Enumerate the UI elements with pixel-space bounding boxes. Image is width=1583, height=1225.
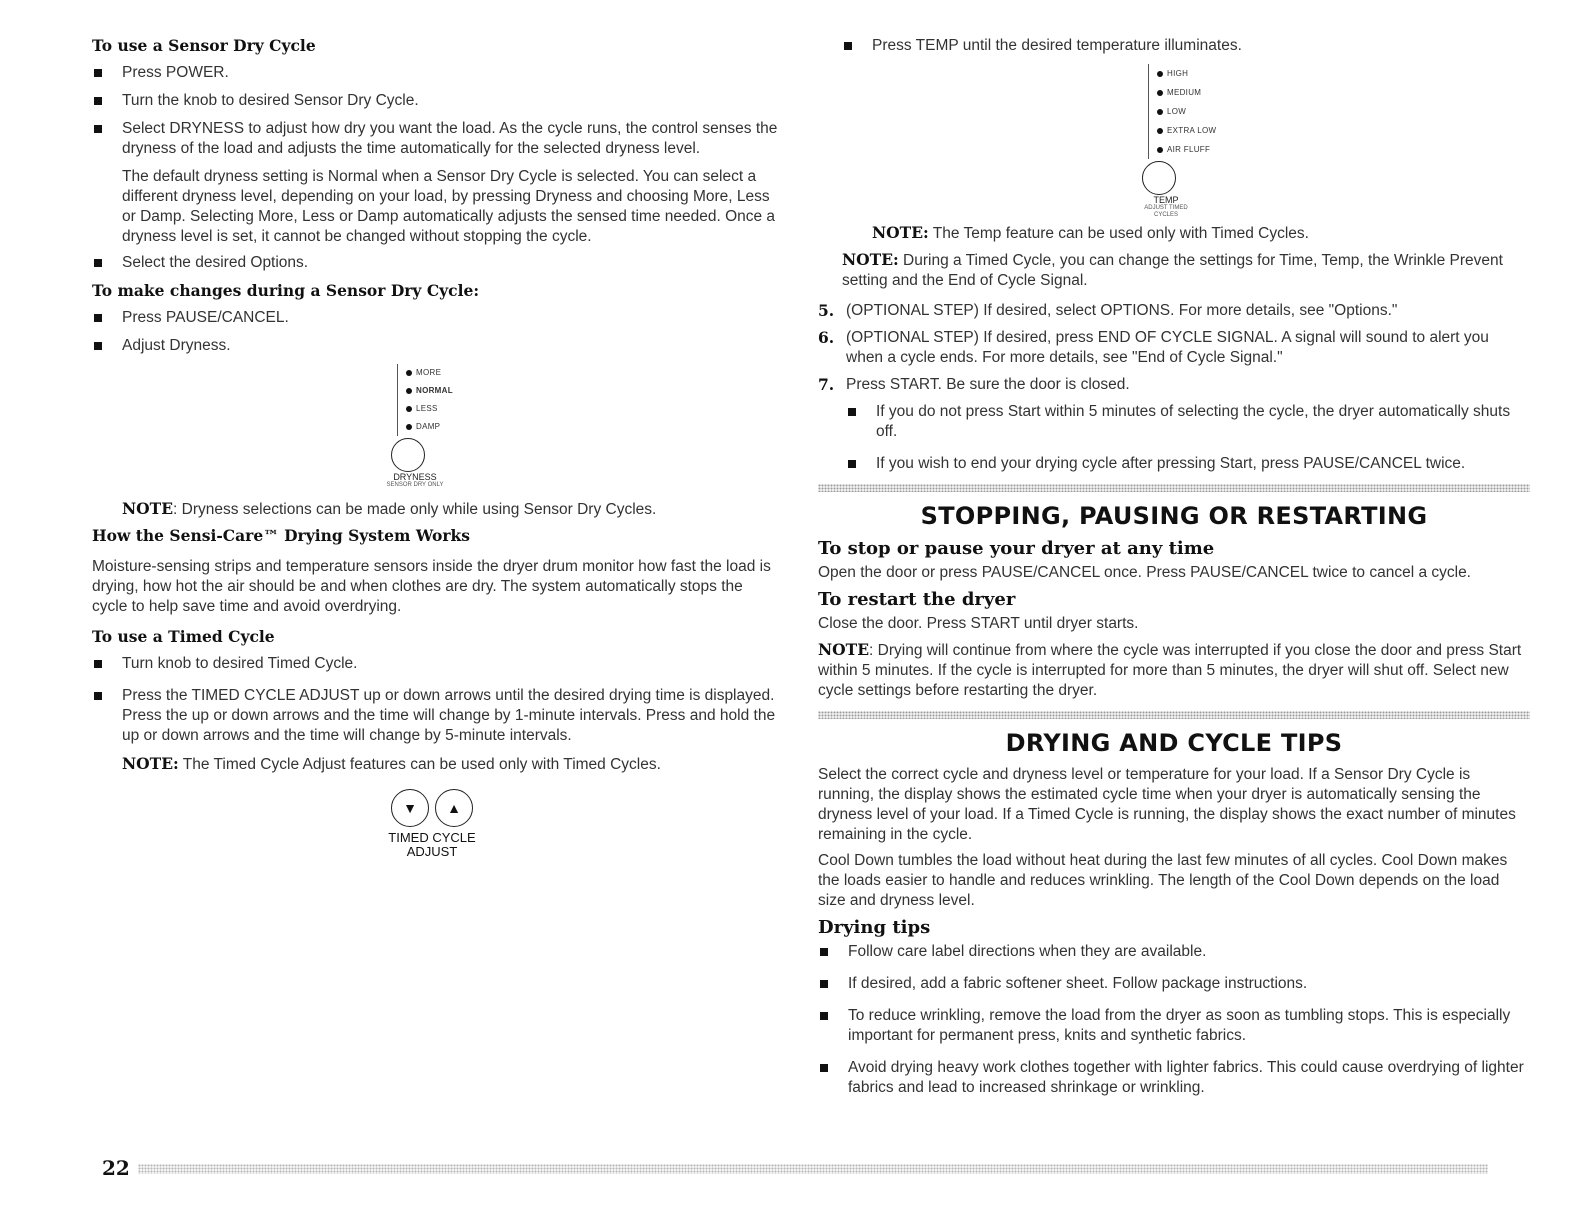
lamp-dot-icon xyxy=(1157,128,1163,134)
lamp-dot-icon xyxy=(1157,90,1163,96)
tips-paragraph-2: Cool Down tumbles the load without heat during the last few minutes of all cycles. Cool Down makes the loads easier to handle and reduces wrinkling. The length of the Cool Down depends on the load size and dryness level. xyxy=(818,852,1508,909)
dryness-knob-sublabel: SENSOR DRY ONLY xyxy=(386,482,444,488)
timed-cycle-label-line1: TIMED CYCLE xyxy=(388,830,476,845)
dryness-lamp-normal: NORMAL xyxy=(406,382,467,400)
temp-knob-icon xyxy=(1142,161,1176,195)
lamp-dot-icon xyxy=(406,406,412,412)
dryness-note: NOTE: Dryness selections can be made only while using Sensor Dry Cycles. xyxy=(122,499,657,518)
temp-note: NOTE: The Temp feature can be used only with Timed Cycles. xyxy=(872,223,1309,242)
sensor-dry-heading: To use a Sensor Dry Cycle xyxy=(92,36,316,55)
left-column xyxy=(92,36,782,859)
temp-panel-illustration xyxy=(1144,64,1238,219)
stop-heading: To stop or pause your dryer at any time xyxy=(818,538,1215,559)
list-item: Press TEMP until the desired temperature illuminates. xyxy=(842,36,1530,56)
temp-lamp-extra-low: EXTRA LOW xyxy=(1157,121,1238,140)
lamp-dot-icon xyxy=(1157,71,1163,77)
arrow-buttons xyxy=(82,789,782,827)
right-column xyxy=(818,36,1530,1106)
lamp-dot-icon xyxy=(406,388,412,394)
stop-paragraph: Open the door or press PAUSE/CANCEL once. Press PAUSE/CANCEL twice to cancel a cycle. xyxy=(818,564,1471,581)
temp-lamp-air-fluff: AIR FLUFF xyxy=(1157,140,1238,159)
page-number: 22 xyxy=(102,1156,130,1180)
list-item: Follow care label directions when they are available. xyxy=(818,942,1530,962)
list-item: If you do not press Start within 5 minutes of selecting the cycle, the dryer automatically shuts off. xyxy=(846,402,1530,442)
sensi-care-paragraph: Moisture-sensing strips and temperature sensors inside the dryer drum monitor how fast the load is drying, how hot the air should be and when clothes are dry. The system automatically stops the cycle to help save time and avoid overdrying. xyxy=(92,558,771,615)
dryness-lamp-less: LESS xyxy=(406,400,467,418)
lamp-dot-icon xyxy=(1157,147,1163,153)
timed-cycle-heading: To use a Timed Cycle xyxy=(92,627,275,646)
tips-paragraph-1: Select the correct cycle and dryness level or temperature for your load. If a Sensor Dry Cycle is running, the display shows the estimated cycle time when your dryer is automatically sensing the dryness level of your load. If a Timed Cycle is running, the display shows the exact number of minutes remaining in the cycle. xyxy=(818,766,1516,843)
sensi-care-heading: How the Sensi-Care™ Drying System Works xyxy=(92,526,470,545)
dryness-knob-label: DRYNESS xyxy=(393,472,437,482)
step-6: 6. (OPTIONAL STEP) If desired, press END OF CYCLE SIGNAL. A signal will sound to alert you when a cycle ends. For more details, see "End of Cycle Signal." xyxy=(818,328,1489,366)
dryness-panel-illustration xyxy=(386,364,467,489)
restart-heading: To restart the dryer xyxy=(818,589,1016,610)
temp-lamp-list xyxy=(1148,64,1238,159)
down-arrow-icon: ▼ xyxy=(391,789,429,827)
lamp-dot-icon xyxy=(1157,109,1163,115)
list-item: Turn the knob to desired Sensor Dry Cycle. xyxy=(92,91,782,111)
list-item: Adjust Dryness. xyxy=(92,336,782,356)
list-item: Avoid drying heavy work clothes together with lighter fabrics. This could cause overdrying of lighter fabrics and lead to increased shrinkage or wrinkling. xyxy=(818,1058,1530,1098)
temp-lamp-low: LOW xyxy=(1157,102,1238,121)
drying-tips-heading: Drying tips xyxy=(818,917,931,938)
lamp-dot-icon xyxy=(406,424,412,430)
section-divider xyxy=(818,484,1530,492)
dryness-lamp-list xyxy=(397,364,467,436)
timed-note: NOTE: The Timed Cycle Adjust features can be used only with Timed Cycles. xyxy=(122,754,661,773)
page-footer xyxy=(102,1150,1502,1190)
dryness-knob-icon xyxy=(391,438,425,472)
timed-cycle-adjust-illustration xyxy=(82,789,782,859)
list-item: Press the TIMED CYCLE ADJUST up or down arrows until the desired drying time is displayed. Press the up or down arrows and the time will change by 1-minute intervals. Press and hold the up or down arrows and the time will change by 5-minute intervals. xyxy=(92,686,782,746)
temp-lamp-high: HIGH xyxy=(1157,64,1238,83)
tips-section-title: DRYING AND CYCLE TIPS xyxy=(1005,729,1343,757)
list-item: Select the desired Options. xyxy=(92,253,782,273)
list-item: Select DRYNESS to adjust how dry you want the load. As the cycle runs, the control senses the dryness of the load and adjusts the time automatically for the selected dryness level. xyxy=(92,119,782,159)
list-item: To reduce wrinkling, remove the load from the dryer as soon as tumbling stops. This is especially important for permanent press, knits and synthetic fabrics. xyxy=(818,1006,1530,1046)
restart-note: NOTE: Drying will continue from where the cycle was interrupted if you close the door and press Start within 5 minutes. If the cycle is interrupted for more than 5 minutes, the dryer will shut off. Select new cycle settings before restarting the dryer. xyxy=(818,640,1522,699)
restart-paragraph: Close the door. Press START until dryer starts. xyxy=(818,615,1139,632)
temp-knob-label: TEMP xyxy=(1153,195,1179,205)
dryness-lamp-more: MORE xyxy=(406,364,467,382)
list-item: If desired, add a fabric softener sheet. Follow package instructions. xyxy=(818,974,1530,994)
temp-knob-sublabel: ADJUST TIMED CYCLES xyxy=(1144,205,1188,218)
list-item: Press POWER. xyxy=(92,63,782,83)
sensor-dry-paragraph: The default dryness setting is Normal when a Sensor Dry Cycle is selected. You can select a different dryness level, depending on your load, by pressing Dryness and choosing More, Less or Damp. Selecting More, Less or Damp automatically adjusts the sensed time needed. Once a dryness level is set, it cannot be changed without stopping the cycle. xyxy=(122,168,776,245)
section-divider xyxy=(818,711,1530,719)
list-item: Turn knob to desired Timed Cycle. xyxy=(92,654,782,674)
lamp-dot-icon xyxy=(406,370,412,376)
list-item: Press PAUSE/CANCEL. xyxy=(92,308,782,328)
stopping-section-title: STOPPING, PAUSING OR RESTARTING xyxy=(920,502,1428,530)
footer-dotted-band xyxy=(138,1164,1488,1174)
up-arrow-icon: ▲ xyxy=(435,789,473,827)
dryness-lamp-damp: DAMP xyxy=(406,418,467,436)
timed-settings-note: NOTE: During a Timed Cycle, you can change the settings for Time, Temp, the Wrinkle Prevent setting and the End of Cycle Signal. xyxy=(842,250,1503,289)
list-item: If you wish to end your drying cycle after pressing Start, press PAUSE/CANCEL twice. xyxy=(846,454,1530,474)
step-5: 5. (OPTIONAL STEP) If desired, select OPTIONS. For more details, see "Options." xyxy=(818,301,1398,320)
changes-heading: To make changes during a Sensor Dry Cycle: xyxy=(92,281,480,300)
temp-lamp-medium: MEDIUM xyxy=(1157,83,1238,102)
step-7: 7. Press START. Be sure the door is closed. xyxy=(818,375,1130,394)
timed-cycle-label-line2: ADJUST xyxy=(406,844,458,859)
